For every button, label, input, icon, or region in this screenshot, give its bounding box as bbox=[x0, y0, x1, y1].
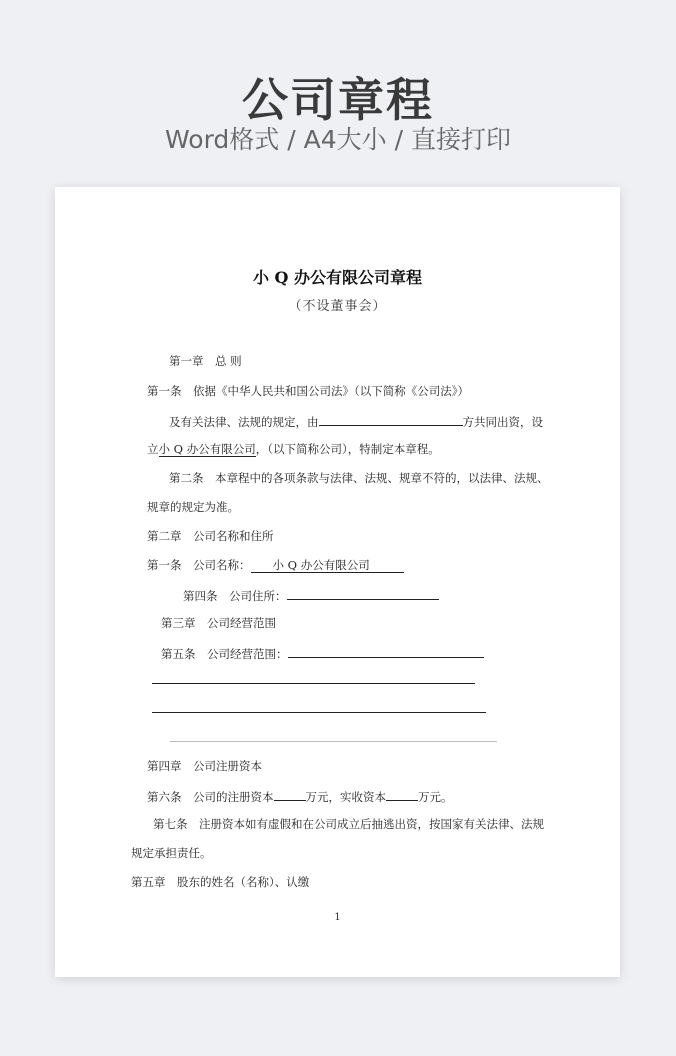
capital-unit: 万元。 bbox=[418, 790, 453, 804]
chapter-2-heading: 第二章 公司名称和住所 bbox=[147, 529, 274, 543]
paid-capital-blank bbox=[386, 787, 418, 801]
scope-blank bbox=[288, 644, 484, 658]
article-1-line-2 bbox=[169, 412, 543, 430]
article-1-line-3 bbox=[147, 441, 440, 457]
article-6-capital bbox=[147, 787, 453, 805]
banner-subtitle: Word格式 / A4大小 / 直接打印 bbox=[165, 125, 511, 154]
scope-blank-line-3 bbox=[152, 712, 486, 713]
scope-blank-line-2 bbox=[152, 683, 475, 684]
article-1-line-1: 第一条 依据《中华人民共和国公司法》（以下简称《公司法》） bbox=[147, 384, 469, 398]
article-4-address bbox=[183, 586, 439, 604]
article-1-line-2-pre: 及有关法律、法规的规定，由 bbox=[169, 415, 319, 429]
address-label: 第四条 公司住所： bbox=[183, 589, 287, 603]
article-1-line-3-post: ，（以下简称公司），特制定本章程。 bbox=[255, 442, 440, 456]
article-1-line-3-pre: 立 bbox=[147, 442, 159, 456]
article-7-line-2: 规定承担责任。 bbox=[131, 846, 212, 860]
document-subtitle: （不设董事会） bbox=[288, 299, 387, 314]
registered-capital-blank bbox=[274, 787, 306, 801]
banner-title: 公司章程 bbox=[242, 73, 434, 127]
address-blank bbox=[287, 586, 439, 600]
company-name-label: 第一条 公司名称： bbox=[147, 558, 251, 572]
capital-label: 第六条 公司的注册资本 bbox=[147, 790, 274, 804]
article-1-line-2-post: 方共同出资，设 bbox=[462, 415, 543, 429]
company-name-underlined: 小 Q 办公有限公司 bbox=[158, 442, 256, 456]
investor-blank bbox=[319, 412, 463, 426]
article-company-name bbox=[147, 557, 404, 573]
article-2-line-1: 第二条 本章程中的各项条款与法律、法规、规章不符的，以法律、法规、 bbox=[169, 471, 549, 485]
section-divider bbox=[170, 741, 497, 742]
company-name-value: 小 Q 办公有限公司 bbox=[251, 558, 404, 573]
chapter-3-heading: 第三章 公司经营范围 bbox=[161, 616, 276, 630]
paid-capital-label: 万元，实收资本 bbox=[305, 790, 386, 804]
scope-label: 第五条 公司经营范围： bbox=[161, 647, 288, 661]
document-page bbox=[55, 187, 620, 977]
article-2-line-2: 规章的规定为准。 bbox=[147, 500, 239, 514]
article-5-scope bbox=[161, 644, 484, 662]
chapter-5-heading: 第五章 股东的姓名（名称）、认缴 bbox=[131, 875, 310, 889]
document-title: 小 Q 办公有限公司章程 bbox=[252, 268, 423, 287]
page-number: 1 bbox=[334, 912, 341, 923]
chapter-4-heading: 第四章 公司注册资本 bbox=[147, 759, 262, 773]
article-7-line-1: 第七条 注册资本如有虚假和在公司成立后抽逃出资，按国家有关法律、法规 bbox=[153, 817, 544, 831]
chapter-1-heading: 第一章 总 则 bbox=[169, 354, 242, 368]
